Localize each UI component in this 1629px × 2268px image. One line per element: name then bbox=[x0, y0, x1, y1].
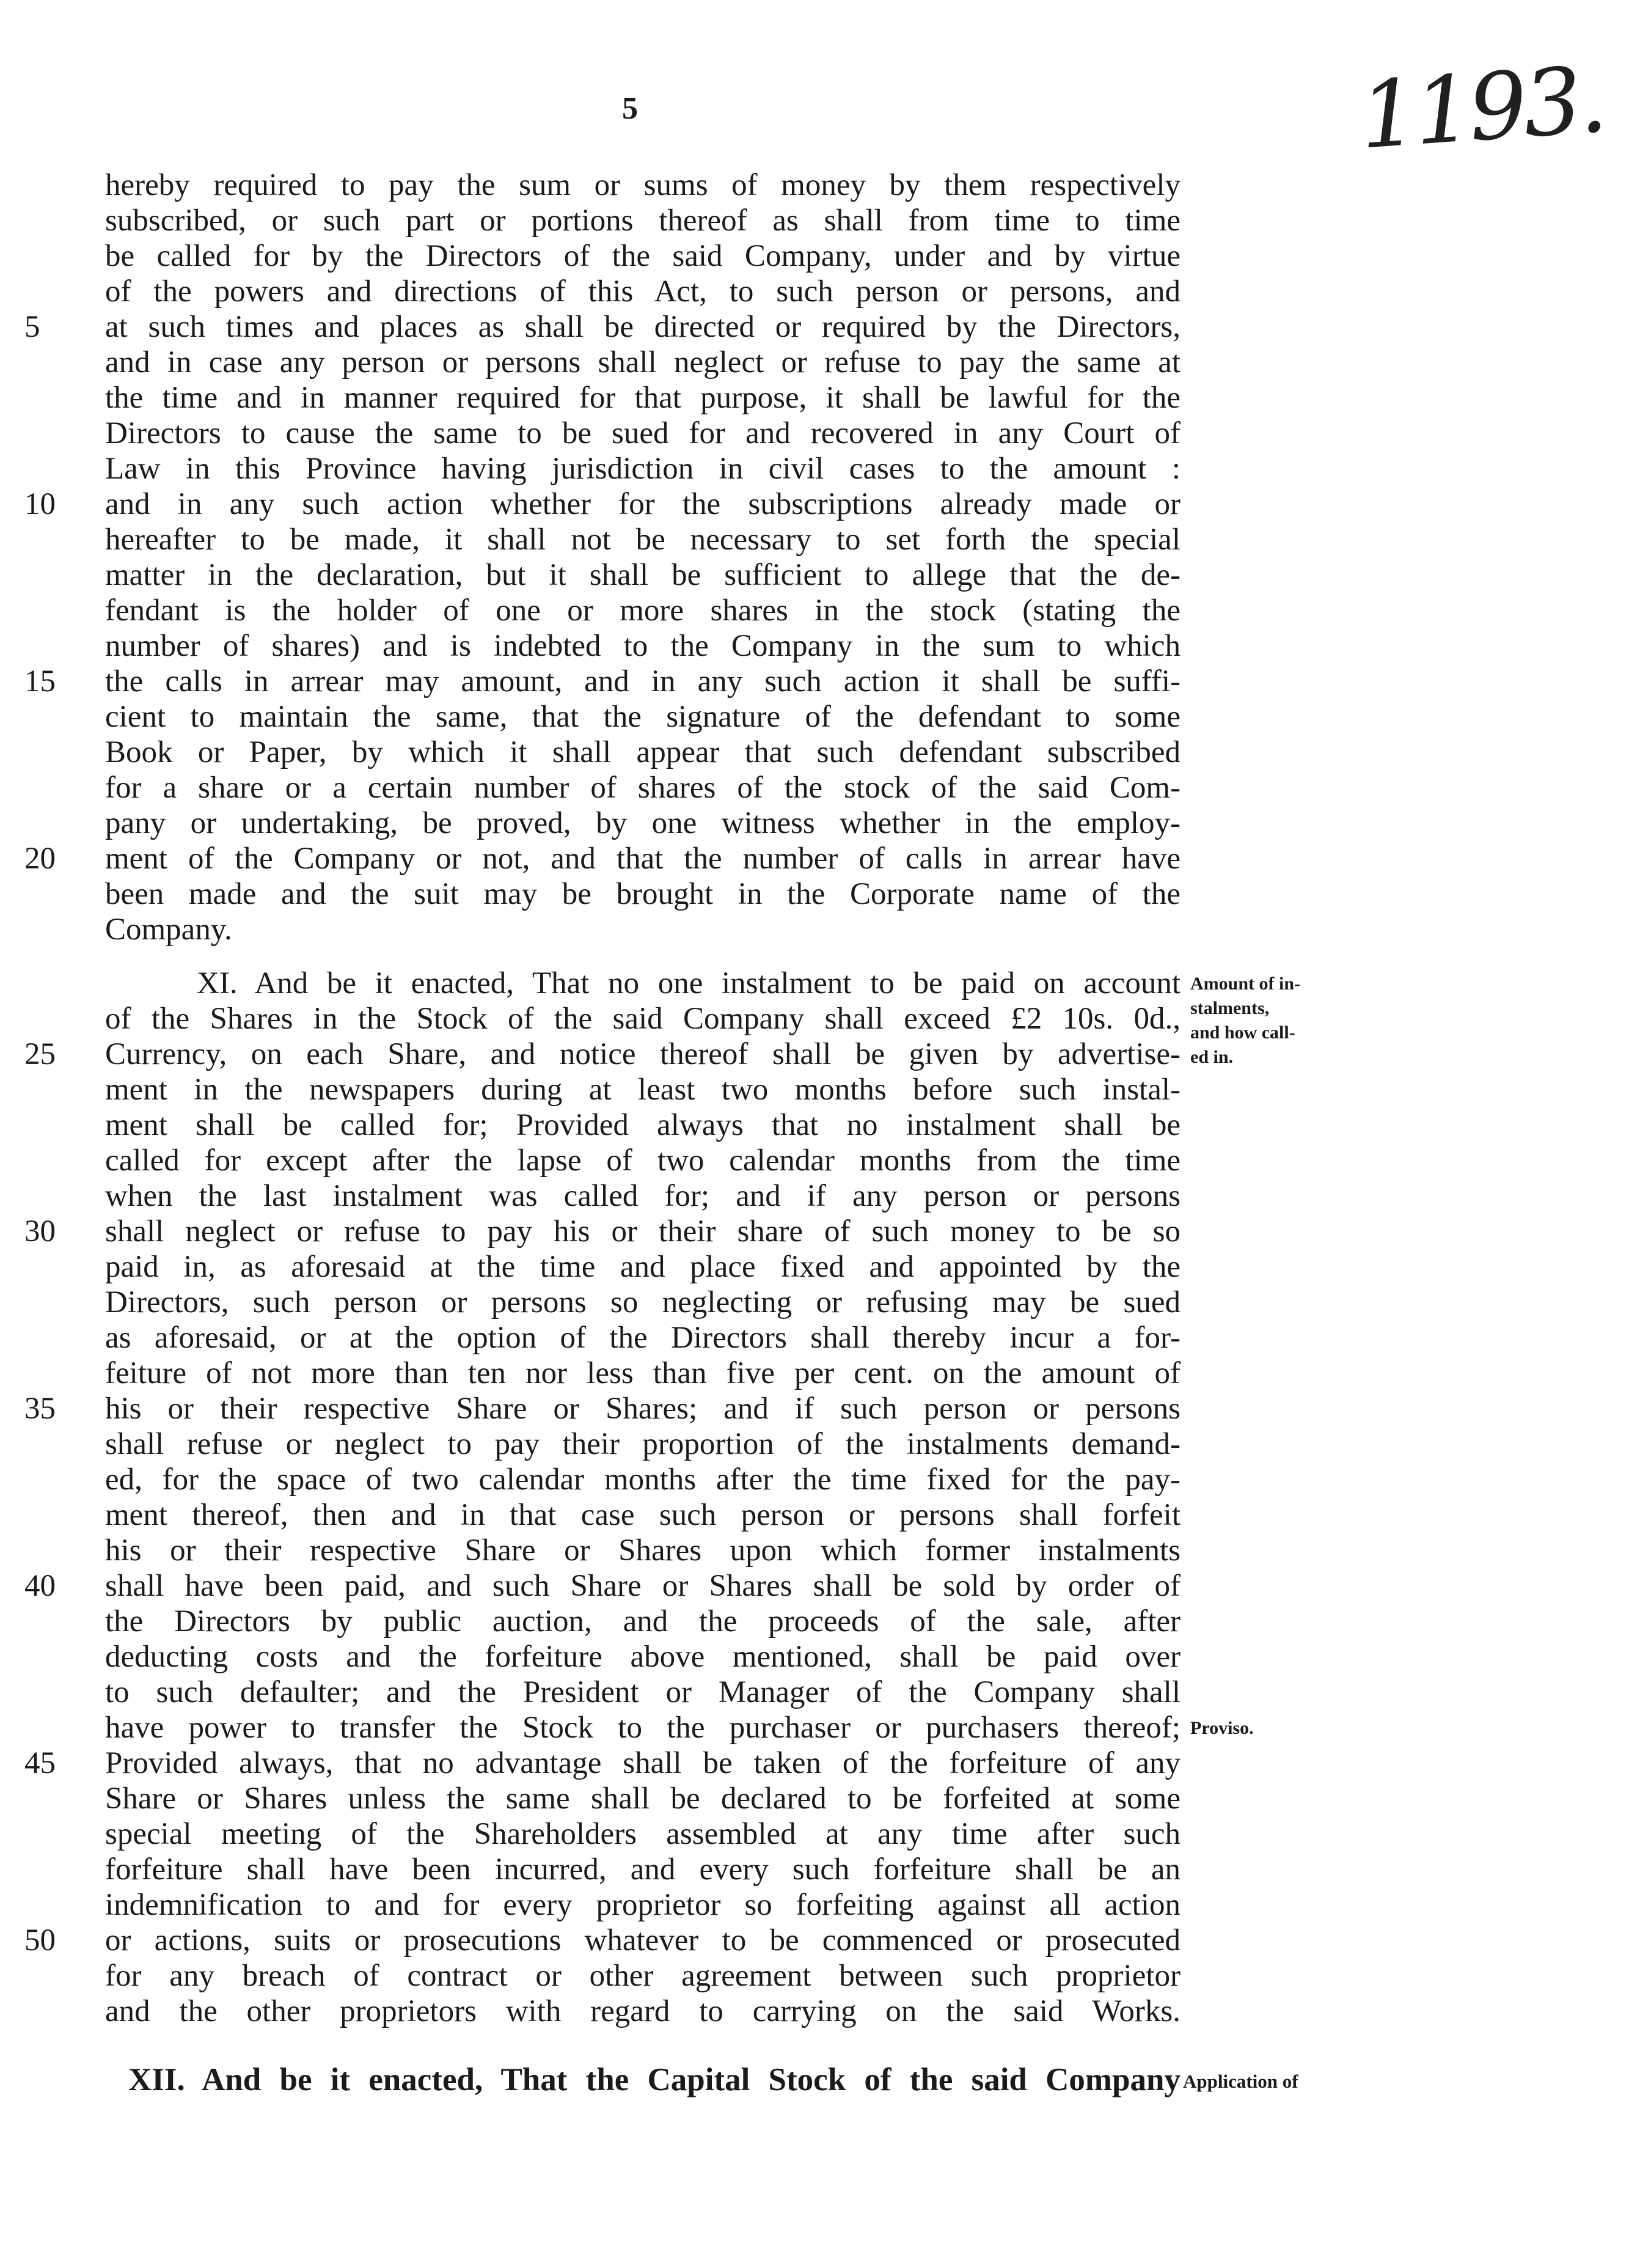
text-line: his or their respective Share or Shares; and if such person or persons bbox=[105, 1392, 1181, 1426]
text-line: as aforesaid, or at the option of the Directors shall thereby incur a for- bbox=[105, 1321, 1181, 1355]
text-line: his or their respective Share or Shares upon which former instalments bbox=[105, 1533, 1181, 1568]
section-12-heading: XII. And be it enacted, That the Capital Stock of the said Company bbox=[128, 2062, 1181, 2097]
text-line: subscribed, or such part or portions thereof as shall from time to time bbox=[105, 204, 1181, 238]
text-line: cient to maintain the same, that the signature of the defendant to some bbox=[105, 700, 1181, 734]
text-line: ment in the newspapers during at least two months before such instal- bbox=[105, 1073, 1181, 1107]
text-line: forfeiture shall have been incurred, and every such forfeiture shall be an bbox=[105, 1852, 1181, 1887]
text-line: hereby required to pay the sum or sums of money by them respectively bbox=[105, 168, 1181, 202]
text-line: Provided always, that no advantage shall be taken of the forfeiture of any bbox=[105, 1746, 1181, 1780]
text-line: Company. bbox=[105, 912, 232, 947]
line-number: 25 bbox=[24, 1037, 56, 1071]
marginal-note-line: ed in. bbox=[1190, 1047, 1234, 1067]
text-line: the time and in manner required for that purpose, it shall be lawful for the bbox=[105, 381, 1181, 415]
text-line: for a share or a certain number of shares of the stock of the said Com- bbox=[105, 771, 1181, 805]
text-line: Law in this Province having jurisdiction in civil cases to the amount : bbox=[105, 452, 1181, 486]
text-line: special meeting of the Shareholders assembled at any time after such bbox=[105, 1817, 1181, 1851]
handwritten-folio-number: 1193. bbox=[1356, 46, 1608, 170]
text-line: ment shall be called for; Provided always that no instalment shall be bbox=[105, 1108, 1181, 1142]
marginal-note-line: Amount of in- bbox=[1190, 974, 1301, 994]
text-line: when the last instalment was called for; and if any person or persons bbox=[105, 1179, 1181, 1213]
marginal-note-application: Application of bbox=[1183, 2071, 1298, 2092]
marginal-note-proviso: Proviso. bbox=[1190, 1718, 1254, 1738]
text-line: and in any such action whether for the subscriptions already made or bbox=[105, 487, 1181, 521]
text-line: to such defaulter; and the President or Manager of the Company shall bbox=[105, 1675, 1181, 1709]
text-line: feiture of not more than ten nor less than five per cent. on the amount of bbox=[105, 1356, 1181, 1390]
text-line: paid in, as aforesaid at the time and place fixed and appointed by the bbox=[105, 1250, 1181, 1284]
page-number: 5 bbox=[622, 91, 638, 126]
text-line: have power to transfer the Stock to the purchaser or purchasers thereof; bbox=[105, 1711, 1181, 1745]
text-line: ment of the Company or not, and that the number of calls in arrear have bbox=[105, 842, 1181, 876]
text-line: of the Shares in the Stock of the said Company shall exceed £2 10s. 0d., bbox=[105, 1002, 1181, 1036]
text-line: Directors, such person or persons so neglecting or refusing may be sued bbox=[105, 1285, 1181, 1319]
text-line: shall refuse or neglect to pay their proportion of the instalments demand- bbox=[105, 1427, 1181, 1461]
text-line: at such times and places as shall be directed or required by the Directors, bbox=[105, 310, 1181, 344]
text-line: been made and the suit may be brought in the Corporate name of the bbox=[105, 877, 1181, 911]
text-line: be called for by the Directors of the said Company, under and by virtue bbox=[105, 239, 1181, 273]
text-line: number of shares) and is indebted to the Company in the sum to which bbox=[105, 629, 1181, 663]
line-number: 50 bbox=[24, 1923, 56, 1958]
section-11-opening-line: XI. And be it enacted, That no one instalment to be paid on account bbox=[197, 966, 1181, 1000]
line-number: 15 bbox=[24, 664, 56, 699]
marginal-note-line: and how call- bbox=[1190, 1022, 1295, 1043]
text-line: or actions, suits or prosecutions whatever to be commenced or prosecuted bbox=[105, 1923, 1181, 1958]
text-line: Share or Shares unless the same shall be declared to be forfeited at some bbox=[105, 1782, 1181, 1816]
text-line: deducting costs and the forfeiture above mentioned, shall be paid over bbox=[105, 1640, 1181, 1674]
text-line: ed, for the space of two calendar months after the time fixed for the pay- bbox=[105, 1462, 1181, 1497]
text-line: hereafter to be made, it shall not be necessary to set forth the special bbox=[105, 523, 1181, 557]
text-line: pany or undertaking, be proved, by one witness whether in the employ- bbox=[105, 806, 1181, 840]
line-number: 20 bbox=[24, 842, 56, 876]
text-line: of the powers and directions of this Act, to such person or persons, and bbox=[105, 274, 1181, 309]
text-line: shall have been paid, and such Share or Shares shall be sold by order of bbox=[105, 1569, 1181, 1603]
text-line: the calls in arrear may amount, and in any such action it shall be suffi- bbox=[105, 664, 1181, 699]
text-line: matter in the declaration, but it shall be sufficient to allege that the de- bbox=[105, 558, 1181, 592]
text-line: and in case any person or persons shall neglect or refuse to pay the same at bbox=[105, 345, 1181, 380]
text-line: for any breach of contract or other agreement between such proprietor bbox=[105, 1959, 1181, 1993]
text-line: Currency, on each Share, and notice thereof shall be given by advertise- bbox=[105, 1037, 1181, 1071]
line-number: 30 bbox=[24, 1214, 56, 1249]
text-line: indemnification to and for every proprietor so forfeiting against all action bbox=[105, 1888, 1181, 1922]
line-number: 10 bbox=[24, 487, 56, 521]
line-number: 45 bbox=[24, 1746, 56, 1780]
text-line: Directors to cause the same to be sued for and recovered in any Court of bbox=[105, 416, 1181, 450]
line-number: 35 bbox=[24, 1392, 56, 1426]
marginal-note-line: stalments, bbox=[1190, 998, 1270, 1018]
text-line: the Directors by public auction, and the proceeds of the sale, after bbox=[105, 1604, 1181, 1639]
text-line: Book or Paper, by which it shall appear that such defendant subscribed bbox=[105, 735, 1181, 769]
text-line: and the other proprietors with regard to carrying on the said Works. bbox=[105, 1994, 1181, 2028]
text-line: called for except after the lapse of two calendar months from the time bbox=[105, 1143, 1181, 1178]
text-line: fendant is the holder of one or more shares in the stock (stating the bbox=[105, 593, 1181, 628]
line-number: 5 bbox=[24, 310, 40, 344]
text-line: ment thereof, then and in that case such person or persons shall forfeit bbox=[105, 1498, 1181, 1532]
text-line: shall neglect or refuse to pay his or their share of such money to be so bbox=[105, 1214, 1181, 1249]
line-number: 40 bbox=[24, 1569, 56, 1603]
